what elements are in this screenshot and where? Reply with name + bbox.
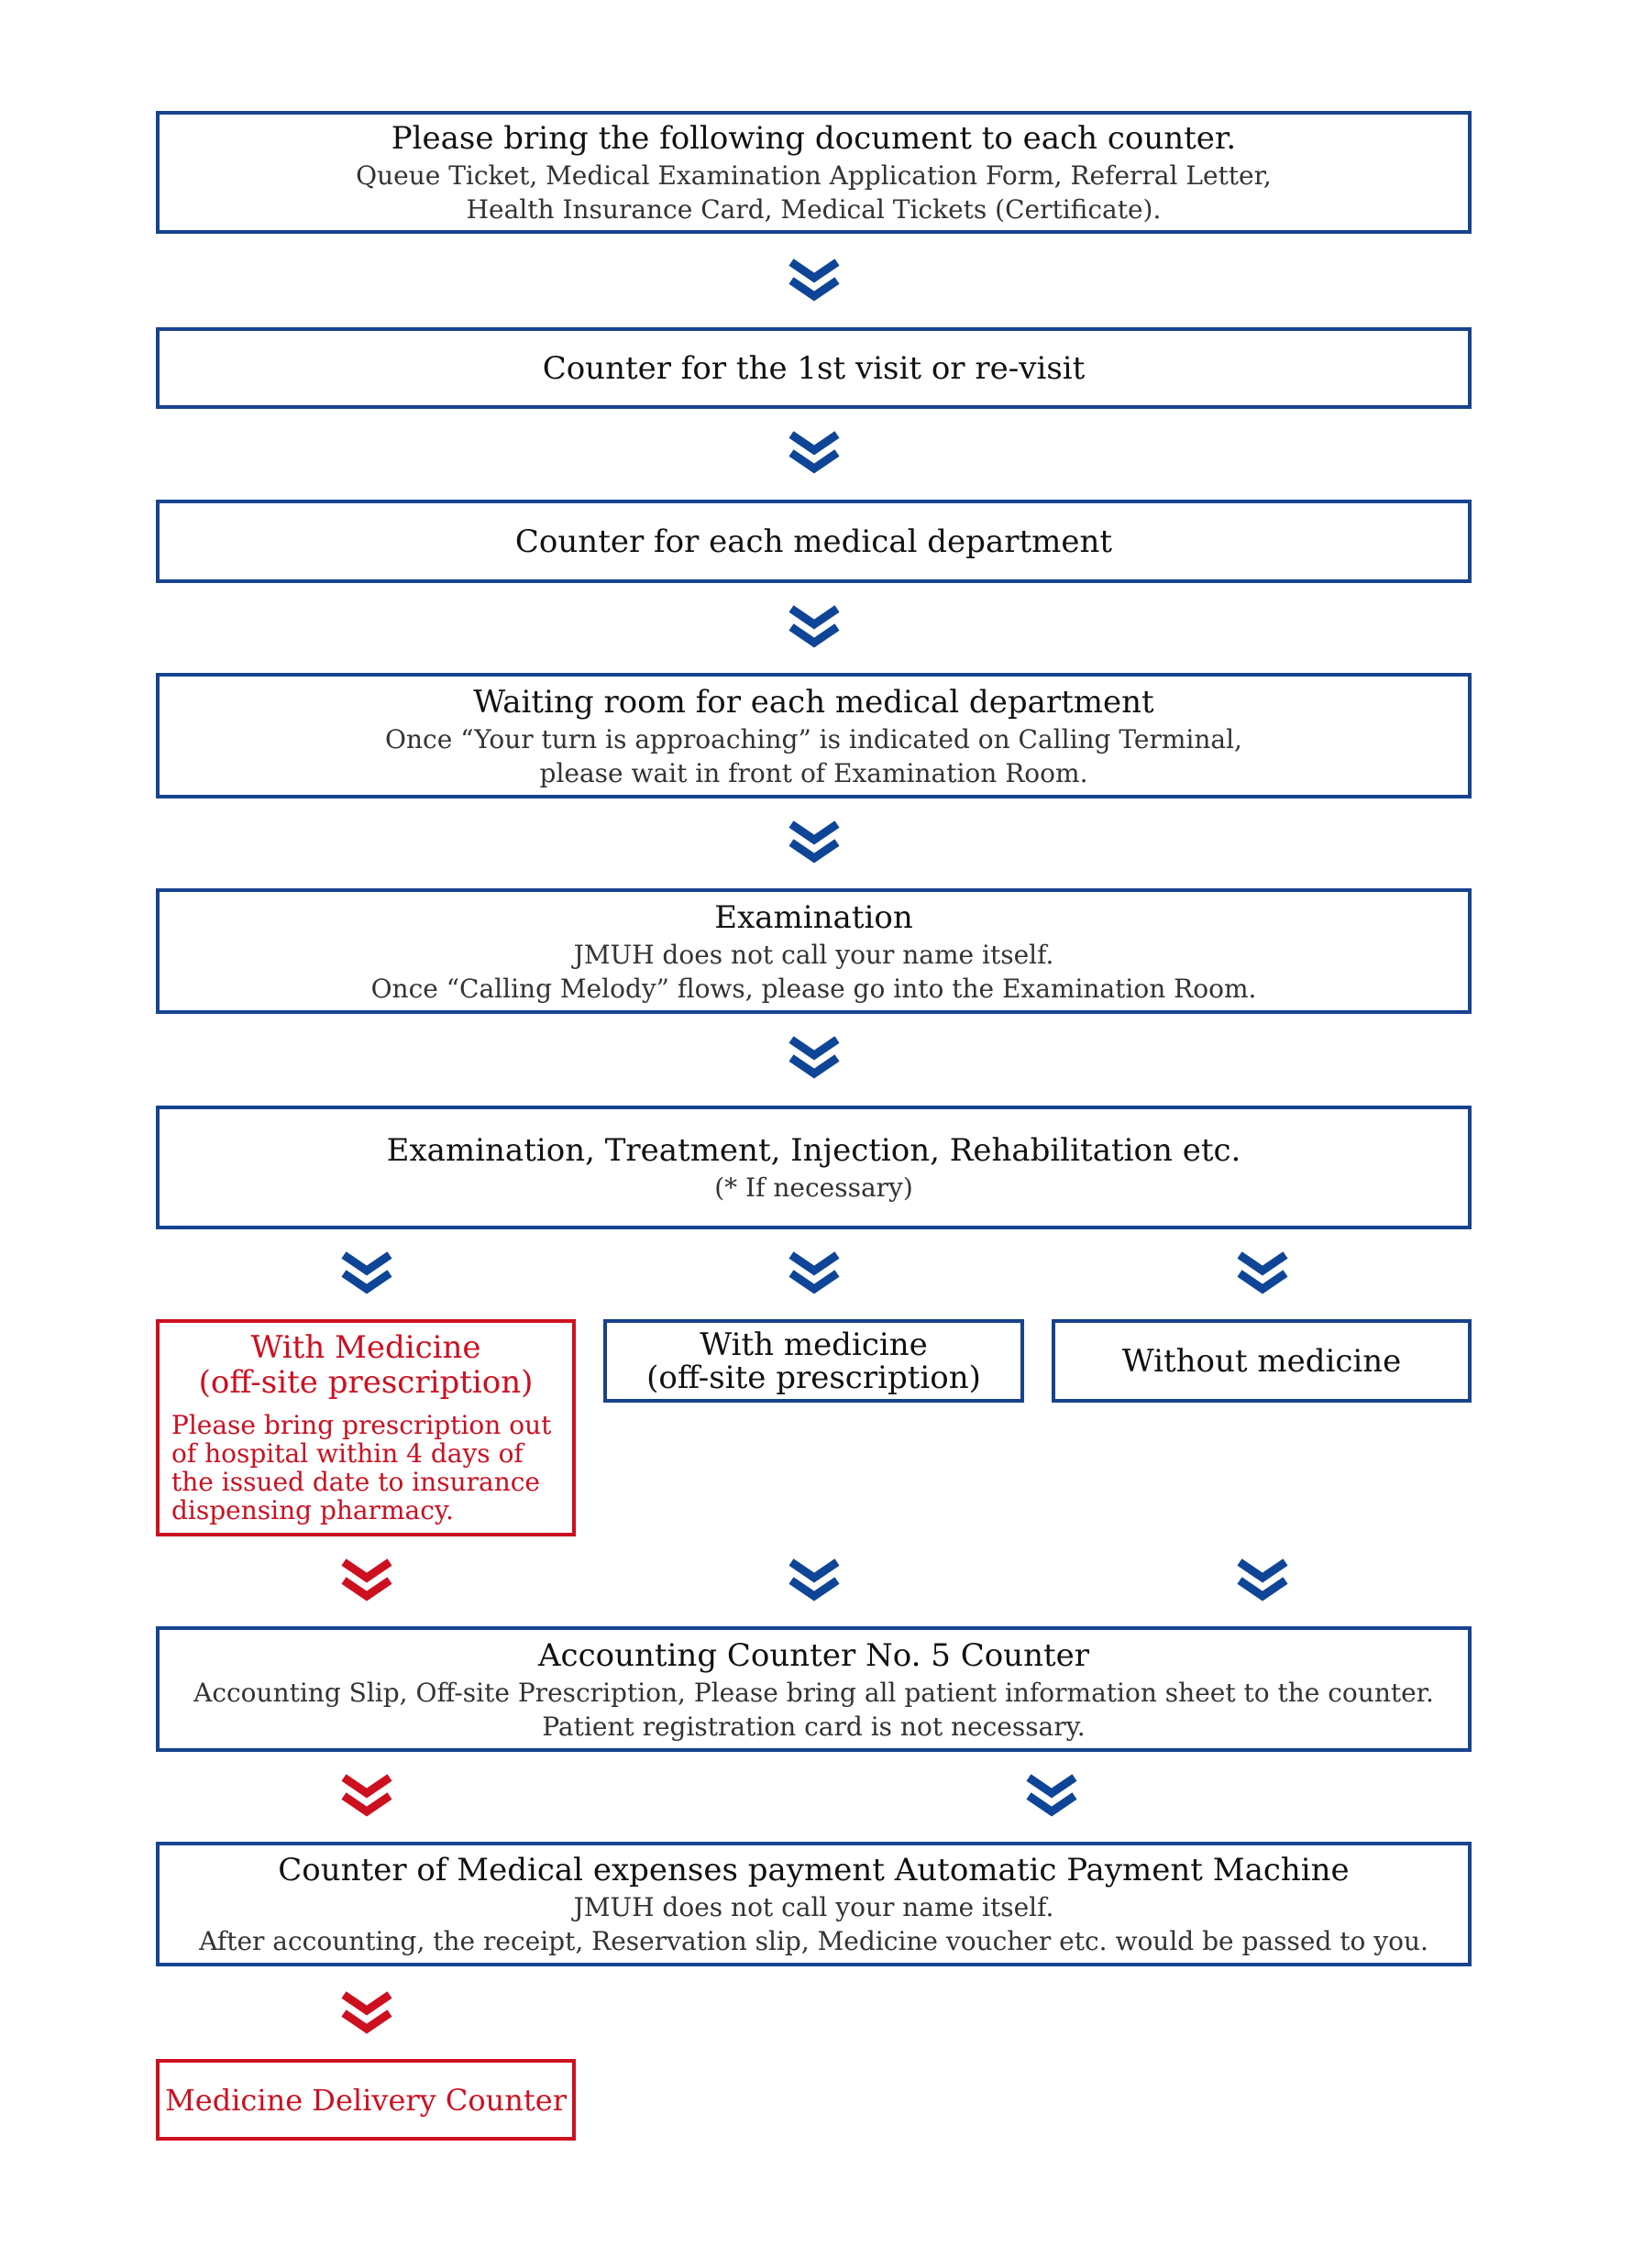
double-chevron-down-icon xyxy=(1023,1772,1080,1822)
branch-title-line: With medicine xyxy=(700,1326,928,1363)
branch-note-line: dispensing pharmacy. xyxy=(171,1495,454,1525)
branch-note-line: the issued date to insurance xyxy=(171,1467,540,1497)
step-box-without-medicine xyxy=(1052,1319,1472,1403)
double-chevron-down-icon xyxy=(1234,1250,1291,1299)
double-chevron-down-icon xyxy=(338,1989,395,2039)
double-chevron-down-icon xyxy=(786,257,843,306)
branch-title: Without medicine xyxy=(1121,1342,1402,1380)
step-title: Please bring the following document to each counter. xyxy=(391,120,1237,157)
branch-note-line: Please bring prescription out xyxy=(171,1410,552,1440)
branch-title-line: With Medicine xyxy=(250,1329,481,1366)
step-box-with-medicine-offsite-red xyxy=(156,1319,576,1536)
step-detail-line: Health Insurance Card, Medical Tickets (Certificate). xyxy=(466,194,1162,225)
double-chevron-down-icon xyxy=(338,1557,395,1606)
step-box-with-medicine-offsite xyxy=(603,1319,1024,1403)
step-detail-line: JMUH does not call your name itself. xyxy=(573,1892,1054,1922)
step-box-waiting-room xyxy=(156,673,1472,798)
step-detail-line: Once “Calling Melody” flows, please go into the Examination Room. xyxy=(370,973,1257,1004)
double-chevron-down-icon xyxy=(786,603,843,653)
branch-note xyxy=(160,1411,572,1525)
step-title: Examination xyxy=(714,898,913,936)
double-chevron-down-icon xyxy=(786,1557,843,1606)
double-chevron-down-icon xyxy=(786,819,843,868)
step-box-procedures xyxy=(156,1106,1472,1229)
step-detail-line: Queue Ticket, Medical Examination Application Form, Referral Letter, xyxy=(356,160,1272,191)
double-chevron-down-icon xyxy=(338,1772,395,1822)
step-box-payment-counter xyxy=(156,1842,1472,1966)
step-box-accounting-counter xyxy=(156,1626,1472,1752)
double-chevron-down-icon xyxy=(786,1034,843,1084)
step-title: Accounting Counter No. 5 Counter xyxy=(537,1636,1090,1674)
double-chevron-down-icon xyxy=(1234,1557,1291,1606)
step-box-medicine-delivery-counter xyxy=(156,2059,576,2141)
step-title: Medicine Delivery Counter xyxy=(165,2082,567,2118)
double-chevron-down-icon xyxy=(338,1250,395,1299)
double-chevron-down-icon xyxy=(786,1250,843,1299)
step-title: Waiting room for each medical department xyxy=(473,683,1154,721)
step-title: Counter for the 1st visit or re-visit xyxy=(542,349,1086,387)
step-box-first-visit-counter xyxy=(156,327,1472,409)
step-box-department-counter xyxy=(156,500,1472,583)
step-box-documents xyxy=(156,111,1472,234)
step-detail-line: JMUH does not call your name itself. xyxy=(573,939,1054,970)
branch-note-line: of hospital within 4 days of xyxy=(171,1438,524,1469)
step-detail-line: Accounting Slip, Off-site Prescription, Please bring all patient information sheet to the counter. xyxy=(193,1677,1434,1708)
step-title: Counter for each medical department xyxy=(514,523,1113,560)
double-chevron-down-icon xyxy=(786,429,843,479)
step-detail-line: After accounting, the receipt, Reservation slip, Medicine voucher etc. would be passed to you. xyxy=(199,1926,1428,1956)
branch-title-line: (off-site prescription) xyxy=(198,1364,534,1401)
branch-title-line: (off-site prescription) xyxy=(646,1359,981,1396)
step-detail-line: please wait in front of Examination Room. xyxy=(539,757,1088,788)
step-detail-line: Once “Your turn is approaching” is indicated on Calling Terminal, xyxy=(385,723,1242,754)
step-box-examination xyxy=(156,888,1472,1014)
step-title: Counter of Medical expenses payment Automatic Payment Machine xyxy=(278,1852,1350,1888)
step-title: Examination, Treatment, Injection, Rehabilitation etc. xyxy=(386,1132,1241,1169)
step-detail-line: Patient registration card is not necessary. xyxy=(542,1711,1086,1742)
step-detail-line: (* If necessary) xyxy=(714,1173,913,1203)
